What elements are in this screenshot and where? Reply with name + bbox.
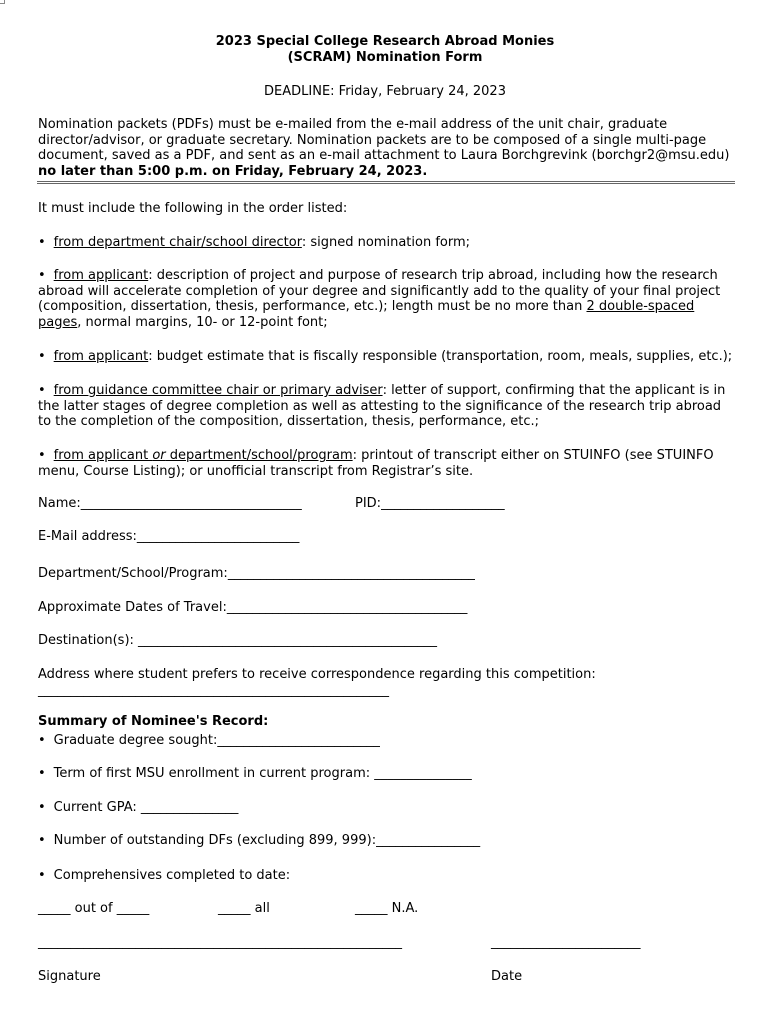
list-item [38,448,738,479]
list-item [38,800,238,815]
intro-paragraph [38,117,738,179]
deadline: DEADLINE: Friday, February 24, 2023 [264,84,506,99]
item1-source: from department chair/school director [53,235,302,250]
bullet-icon: • [38,833,46,848]
item1-text: : signed nomination form; [301,235,471,250]
email-field[interactable]: E-Mail address:_________________________ [38,529,300,544]
date-label: Date [491,969,523,984]
dfs-field[interactable]: Number of outstanding DFs (excluding 899, 999):________________ [53,833,481,848]
comps-label: Comprehensives completed to date: [53,868,291,883]
address-field[interactable]: ______________________________________________________ [38,683,389,698]
item5-source-b: department/school/program [165,448,353,463]
list-item [38,349,738,365]
form-title-line2: (SCRAM) Nomination Form [287,50,483,65]
page-corner-mark [0,0,5,4]
bullet-icon: • [38,383,46,398]
bullet-icon: • [38,349,46,364]
bullet-icon: • [38,235,46,250]
item5-source-a: from applicant [53,448,153,463]
item2-text-a: : description of project and purpose of research trip abroad, including how the research abroad will accelerate completion of your degree and significantly add to the quality of your final project (composition, dissertation, thesis, performance, etc.); length must be no more than [38,268,721,314]
item2-page-limit: 2 double-spaced pages [38,299,695,330]
horizontal-rule [37,181,735,184]
bullet-icon: • [38,268,46,283]
intro-text: Nomination packets (PDFs) must be e-mailed from the e-mail address of the unit chair, graduate director/advisor, or graduate secretary. Nomination packets are to be composed of a single multi-page document, saved as a PDF, and sent as an e-mail attachment to Laura Borchgrevink (borchgr2@msu.edu) [38,117,730,163]
bullet-icon: • [38,733,46,748]
include-heading: It must include the following in the order listed: [38,201,348,216]
signature-label: Signature [38,969,101,984]
item5-source-or: or [152,448,166,463]
list-item [38,868,290,883]
item3-source: from applicant [53,349,149,364]
list-item [38,268,738,330]
item2-text-b: , normal margins, 10- or 12-point font; [77,314,328,330]
item5-text: : printout of transcript either on STUINFO (see STUINFO menu, Course Listing); or unofficial transcript from Registrar’s site. [38,448,714,479]
list-item [38,235,738,251]
travel-dates-field[interactable]: Approximate Dates of Travel:_____________________________________ [38,600,468,615]
gpa-field[interactable]: Current GPA: _______________ [53,800,239,815]
item4-text: : letter of support, confirming that the applicant is in the latter stages of degree completion as well as attesting to the significance of the research trip abroad to the completion of the composition, dissertation, thesis, performance, etc.; [38,383,726,429]
bullet-icon: • [38,766,46,781]
name-field[interactable]: Name:__________________________________ [38,496,302,511]
degree-field[interactable]: Graduate degree sought:_________________________ [53,733,380,748]
bullet-icon: • [38,868,46,883]
date-line[interactable]: _______________________ [491,935,641,950]
comps-na-field[interactable]: _____ N.A. [355,901,419,916]
form-title-line1: 2023 Special College Research Abroad Monies [215,34,555,49]
signature-line[interactable]: ________________________________________________________ [38,935,402,950]
term-field[interactable]: Term of first MSU enrollment in current program: _______________ [53,766,472,781]
comps-out-of-field[interactable]: _____ out of _____ [38,901,150,916]
list-item [38,383,738,430]
address-label: Address where student prefers to receive correspondence regarding this competition: [38,667,596,682]
pid-field[interactable]: PID:___________________ [355,496,505,511]
intro-deadline-bold: no later than 5:00 p.m. on Friday, February 24, 2023. [38,163,428,179]
list-item [38,833,480,848]
summary-heading: Summary of Nominee's Record: [38,714,269,729]
bullet-icon: • [38,800,46,815]
department-field[interactable]: Department/School/Program:______________________________________ [38,566,475,581]
bullet-icon: • [38,448,46,463]
item2-source: from applicant [53,268,149,283]
item3-text: : budget estimate that is fiscally responsible (transportation, room, meals, supplies, etc.); [148,349,733,364]
list-item [38,733,380,748]
item4-source: from guidance committee chair or primary adviser [53,383,383,398]
list-item [38,766,472,781]
comps-all-field[interactable]: _____ all [218,901,270,916]
destination-field[interactable]: Destination(s): ______________________________________________ [38,633,438,648]
